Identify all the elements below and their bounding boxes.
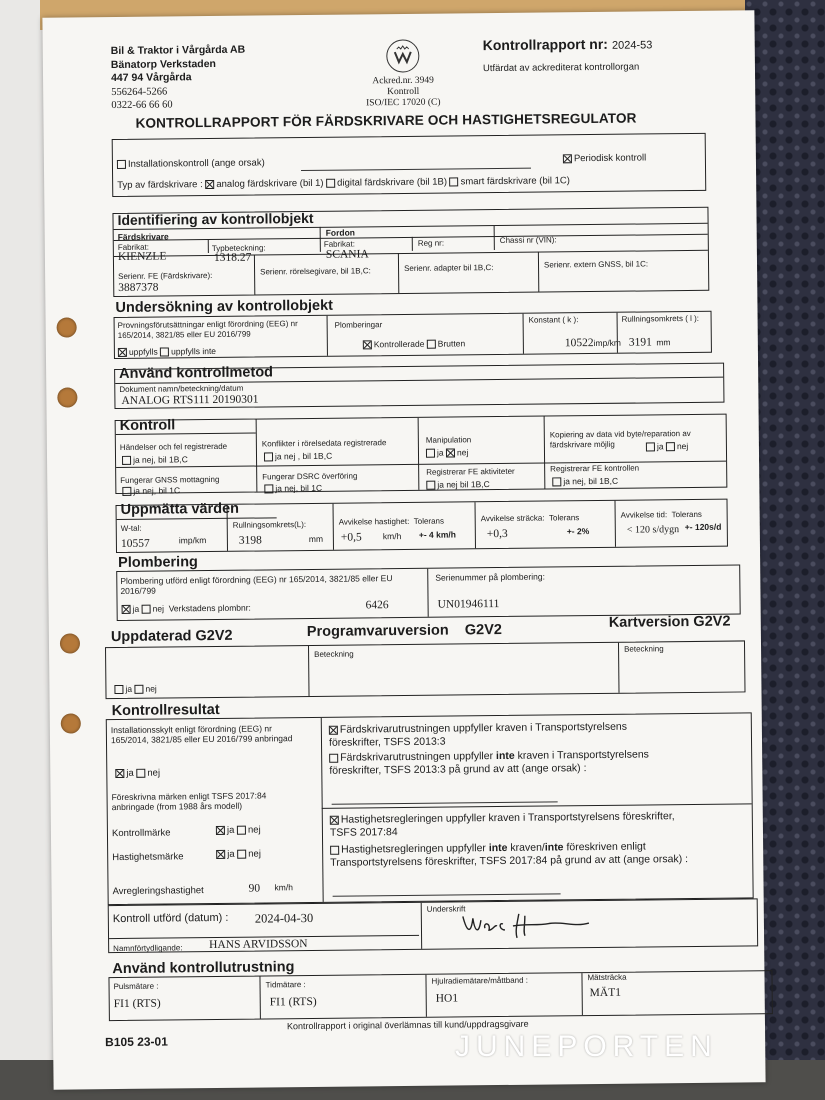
pulse-meter-value: FI1 (RTS): [113, 997, 161, 1011]
speed-mark-options: [216, 849, 261, 860]
control-item-label: Registrerar FE kontrollen: [550, 463, 640, 474]
install-label: Installationskontroll (ange orsak): [127, 157, 265, 170]
vehicle-make-value: SCANIA: [325, 248, 369, 261]
checkbox-icon[interactable]: [122, 456, 131, 465]
result-text: Färdskrivarutrustningen uppfyller: [340, 750, 494, 764]
seal-box: [116, 564, 740, 621]
l-label: Rullningsomkrets(L):: [232, 520, 307, 530]
checkbox-checked-icon[interactable]: [563, 154, 572, 163]
speed-tolerance-label: Tolerans: [413, 516, 445, 526]
install-sign-options: [115, 768, 160, 779]
control-options-text: ja nej , bil 1B,C: [274, 450, 333, 462]
ja-label: ja: [227, 848, 235, 860]
pulse-meter-label: Pulsmätare :: [113, 981, 159, 992]
checkbox-checked-icon[interactable]: [216, 826, 225, 835]
ja-label: ja: [656, 441, 664, 452]
periodic-label: Periodisk kontroll: [573, 152, 647, 165]
updated-options: [114, 684, 156, 695]
time-meter-label: Tidmätare :: [265, 980, 306, 990]
w-value: 10557: [120, 537, 150, 550]
report-sheet: [42, 10, 765, 1089]
deregulation-unit: km/h: [274, 882, 293, 893]
distance-tolerance-label: Tolerans: [548, 513, 580, 523]
seal-serial-label: Serienummer på plombering:: [435, 571, 545, 583]
omkrets-label: Rullningsomkrets ( l ):: [621, 313, 699, 324]
page-title: KONTROLLRAPPORT FÖR FÄRDSKRIVARE OCH HASTIGHETSREGULATOR: [135, 110, 637, 131]
control-item-label: Fungerar GNSS mottagning: [120, 474, 220, 485]
periodic-check[interactable]: [563, 152, 646, 164]
serial-fe-label: Serienr. FE (Färdskrivare):: [118, 270, 213, 281]
seal-text: Plombering utförd enligt förordning (EEG) nr 165/2014, 3821/85 eller EU 2016/799: [120, 573, 393, 596]
konstant-unit: imp/km: [593, 337, 622, 349]
result-row-2: [329, 748, 649, 777]
punch-hole: [57, 387, 77, 407]
designation-label: Beteckning: [624, 644, 664, 654]
marks-text: Föreskrivna märken enligt TSFS 2017:84 anbringade (from 1988 års modell): [111, 790, 267, 813]
section-title: Uppmätta värden: [120, 500, 240, 518]
equipment-box: [108, 970, 772, 1021]
section-title: Kartversion G2V2: [608, 613, 731, 631]
report-number-block: [483, 35, 653, 74]
l-value: 3198: [238, 534, 262, 547]
nej-label: nej: [152, 603, 164, 614]
result-row-3: [330, 810, 675, 840]
time-tolerance: +- 120s/d: [684, 521, 722, 533]
wheel-meter-label: Hjulradiemätare/måttband :: [431, 975, 529, 986]
control-item-label: Kopiering av data vid byte/reparation av färdskrivare möjlig: [549, 428, 691, 449]
signature-box: [108, 898, 758, 953]
seal-label: Plomberingar: [334, 320, 383, 330]
serial-gnss-label: Serienr. extern GNSS, bil 1C:: [543, 259, 649, 270]
vehicle-make-label: Fabrikat:: [323, 239, 355, 249]
checkbox-icon[interactable]: [326, 179, 335, 188]
checkbox-checked-icon[interactable]: [446, 449, 455, 458]
result-text: Hastighetsregleringen uppfyller: [341, 842, 486, 856]
control-item-label: Manipulation: [425, 435, 472, 445]
name-label: Namnförtydligande:: [113, 943, 183, 954]
tachograph-label: Färdskrivare: [117, 231, 169, 242]
reason-line: [333, 893, 561, 896]
distance-value: +0,3: [486, 527, 508, 541]
examination-box: [114, 311, 712, 359]
nej-label: nej: [456, 447, 469, 458]
watermark-logo: JUNEPORTEN: [455, 1030, 718, 1063]
time-meter-value: FI1 (RTS): [269, 995, 317, 1009]
section-title: Uppdaterad G2V2: [110, 627, 233, 646]
nej-label: nej: [145, 683, 157, 694]
checkbox-icon[interactable]: [122, 487, 131, 496]
checkbox-icon[interactable]: [160, 348, 169, 357]
checkbox-icon[interactable]: [264, 485, 273, 494]
speed-header: [339, 517, 444, 528]
control-item-options: [426, 447, 468, 458]
ja-label: ja: [226, 824, 235, 836]
seal-serial-value: UN01946111: [437, 598, 500, 611]
time-header: [621, 510, 702, 520]
smart-label: smart färdskrivare (bil 1C): [460, 175, 570, 188]
reason-line: [332, 801, 558, 804]
control-options-text: ja nej, bil 1C: [133, 485, 181, 496]
section-title: Kontroll: [119, 417, 176, 434]
result-text-emphasis: inte: [495, 749, 515, 763]
checkbox-checked-icon[interactable]: [122, 605, 131, 614]
ident-box: [112, 207, 709, 297]
punch-hole: [57, 317, 77, 337]
section-title: [307, 622, 502, 640]
nej-label: nej: [147, 767, 161, 779]
checkbox-checked-icon[interactable]: [205, 180, 214, 189]
serial-adapter-label: Serienr. adapter bil 1B,C:: [404, 263, 494, 273]
checkbox-icon[interactable]: [142, 605, 151, 614]
w-label: W-tal:: [120, 523, 142, 533]
result-row-1: [329, 721, 627, 750]
requirement-options: [118, 346, 216, 357]
type-label: Typ av färdskrivare :: [117, 179, 203, 191]
type-box: [112, 133, 707, 197]
result-text-emphasis: inte: [544, 841, 564, 854]
checkbox-checked-icon[interactable]: [330, 815, 339, 824]
konstant-field: [565, 333, 621, 352]
digital-label: digital färdskrivare (bil 1B): [337, 176, 448, 189]
punch-hole: [60, 633, 80, 653]
analog-label: analog färdskrivare (bil 1): [216, 177, 324, 190]
section-title: Kontrollresultat: [111, 701, 220, 720]
konstant-value: 10522: [564, 337, 594, 350]
checkbox-checked-icon[interactable]: [118, 348, 127, 357]
result-text: Hastighetsregleringen uppfyller kraven i Transportstyrelsens föreskrifter,: [340, 810, 675, 826]
result-text: föreskrifter, TSFS 2013:3 på grund av att (ange orsak) :: [329, 762, 587, 777]
type-row: [117, 175, 570, 191]
control-options-text: ja nej bil 1B,C: [437, 479, 490, 490]
seal-options: [363, 338, 465, 349]
speed-mark-label: Hastighetsmärke: [112, 851, 184, 864]
result-text: kraven/: [510, 841, 545, 854]
checkbox-checked-icon[interactable]: [329, 725, 338, 734]
serial-motion-label: Serienr. rörelsegivare, bil 1B,C:: [260, 266, 371, 277]
ja-label: ja: [125, 683, 133, 694]
install-reason-line: [301, 168, 531, 171]
brutten-label: Brutten: [437, 338, 466, 349]
control-box: [115, 414, 728, 494]
checkbox-icon[interactable]: [330, 845, 339, 854]
fabrikat-value: KIENZLE: [117, 250, 167, 263]
checkbox-icon[interactable]: [117, 160, 126, 169]
checkbox-icon[interactable]: [264, 453, 273, 462]
control-item-options: [426, 479, 490, 490]
speed-value: +0,5: [340, 531, 362, 544]
typ-label: Typbeteckning:: [211, 243, 266, 253]
checkbox-icon[interactable]: [552, 478, 561, 487]
date-label: Kontroll utförd (datum) :: [112, 911, 229, 926]
form-code: B105 23-01: [105, 1034, 168, 1050]
reg-label: Reg nr:: [417, 238, 445, 248]
company-phone: 0322-66 66 60: [111, 99, 173, 112]
section-title: Plombering: [118, 554, 198, 571]
wheel-meter-value: HO1: [435, 992, 459, 1005]
company-line: 556264-5266: [111, 85, 168, 98]
report-number: 2024-53: [611, 39, 653, 52]
speed-label: Avvikelse hastighet:: [338, 516, 410, 527]
ja-label: ja: [436, 447, 444, 458]
ja-label: ja: [126, 767, 134, 779]
signature-image: [459, 909, 599, 940]
control-options-text: ja nej, bil 1B,C: [563, 475, 619, 487]
date-value: 2024-04-30: [254, 910, 314, 926]
checkbox-icon[interactable]: [450, 177, 459, 186]
checkbox-checked-icon[interactable]: [363, 341, 372, 350]
result-text-emphasis: inte: [488, 841, 508, 855]
chassi-label: Chassi nr (VIN):: [499, 235, 557, 245]
install-sign-text: Installationsskylt enligt förordning (EEG) nr 165/2014, 3821/85 eller EU 2016/799 anbringad: [110, 723, 293, 746]
time-label: Avvikelse tid:: [620, 510, 668, 520]
control-options-text: ja nej, bil 1B,C: [132, 454, 188, 465]
uppfylls-inte-label: uppfylls inte: [171, 345, 217, 357]
result-text: föreskrifter, TSFS 2013:3: [328, 735, 446, 749]
program-version-title: Programvaruversion: [306, 622, 449, 641]
result-text: kraven i Transportstyrelsens: [517, 748, 649, 762]
ackred-iso: ISO/IEC 17020 (C): [366, 97, 441, 109]
vehicle-label: Fordon: [325, 227, 356, 238]
control-item-label: Registrerar FE aktiviteter: [426, 466, 515, 477]
fabrikat-label: Fabrikat:: [117, 242, 149, 252]
kontrollerade-label: Kontrollerade: [373, 338, 425, 350]
updated-box: [105, 640, 746, 699]
measured-box: [116, 499, 728, 553]
control-item-label: Fungerar DSRC överföring: [262, 471, 358, 482]
checkbox-icon[interactable]: [134, 685, 143, 694]
seal-options: [122, 603, 251, 615]
control-mark-options: [216, 825, 261, 836]
checkbox-icon[interactable]: [646, 443, 655, 452]
method-doc-label: Dokument namn/beteckning/datum: [119, 383, 244, 394]
control-item-label: Konflikter i rörelsedata registrerade: [261, 438, 387, 449]
distance-tolerance: +- 2%: [566, 526, 590, 537]
w-unit: imp/km: [178, 535, 207, 546]
speed-unit: km/h: [382, 531, 402, 542]
checkbox-icon[interactable]: [237, 850, 246, 859]
checkbox-icon[interactable]: [666, 442, 675, 451]
omkrets-field: [629, 332, 671, 350]
result-text: Transportstyrelsens föreskrifter, TSFS 2017:84 på grund av att (ange orsak) :: [330, 853, 689, 869]
requirement-text: Provningsförutsättningar enligt förordning (EEG) nr 165/2014, 3821/85 eller EU 2016/799: [117, 319, 298, 340]
typ-value: 1318.27: [213, 251, 252, 264]
checkbox-checked-icon[interactable]: [216, 850, 225, 859]
result-text: TSFS 2017:84: [329, 826, 398, 839]
name-value: HANS ARVIDSSON: [209, 938, 308, 952]
accreditation-block: [343, 37, 464, 109]
result-row-4: [330, 840, 688, 870]
distance-header: [481, 513, 580, 524]
nej-label: nej: [247, 824, 261, 836]
install-check[interactable]: [117, 157, 265, 170]
section-title: Identifiering av kontrollobjekt: [117, 209, 314, 228]
distance-label: Avvikelse sträcka:: [480, 513, 545, 524]
control-item-options: [264, 451, 332, 462]
ackred-number: Ackred.nr. 3949: [372, 75, 434, 87]
omkrets-value: 3191: [628, 336, 652, 349]
checkbox-icon[interactable]: [329, 753, 338, 762]
time-value: < 120 s/dygn: [626, 524, 680, 536]
section-title: Använd kontrollutrustning: [112, 959, 295, 978]
time-tolerance-label: Tolerans: [671, 509, 702, 520]
swedac-seal-icon: [385, 38, 421, 74]
footer-note: Kontrollrapport i original överlämnas till kund/uppdragsgivare: [286, 1018, 529, 1032]
checkbox-icon[interactable]: [427, 340, 436, 349]
deregulation-label: Avregleringshastighet: [112, 885, 204, 898]
ackred-kontroll: Kontroll: [387, 86, 420, 98]
section-title: Undersökning av kontrollobjekt: [115, 297, 334, 317]
signature-label: Underskrift: [426, 904, 466, 914]
control-mark-label: Kontrollmärke: [111, 827, 171, 840]
checkbox-icon[interactable]: [237, 826, 246, 835]
program-version-value: G2V2: [464, 621, 502, 639]
uppfylls-label: uppfylls: [128, 346, 158, 357]
control-item-options: [646, 441, 688, 452]
speed-tolerance: +- 4 km/h: [418, 529, 456, 540]
company-line: Bänatorp Verkstaden: [110, 57, 217, 71]
checkbox-icon[interactable]: [136, 769, 145, 778]
serial-fe-value: 3887378: [118, 281, 159, 294]
control-item-options: [122, 454, 188, 465]
measure-distance-value: MÄT1: [589, 986, 622, 1000]
nej-label: nej: [248, 848, 261, 860]
measure-distance-label: Mätsträcka: [587, 972, 627, 983]
checkbox-checked-icon[interactable]: [115, 769, 124, 778]
konstant-label: Konstant ( k ):: [528, 315, 579, 325]
ja-label: ja: [132, 603, 140, 614]
seal-number-value: 6426: [365, 599, 389, 612]
checkbox-icon[interactable]: [426, 449, 435, 458]
result-text: Färdskrivarutrustningen uppfyller kraven i Transportstyrelsens: [339, 720, 628, 736]
omkrets-unit: mm: [656, 337, 671, 348]
report-issued: Utfärdat av ackrediterat kontrollorgan: [482, 61, 640, 75]
method-box: [114, 363, 724, 409]
method-doc-value: ANALOG RTS111 20190301: [121, 393, 259, 407]
control-item-options: [264, 483, 322, 494]
company-name: Bil & Traktor i Vårgårda AB: [110, 43, 246, 58]
section-title: Använd kontrollmetod: [119, 364, 274, 382]
report-number-label: Kontrollrapport nr:: [482, 35, 609, 54]
company-address: [111, 44, 246, 113]
result-box: [106, 712, 754, 905]
seal-number-label: Verkstadens plombnr:: [168, 602, 251, 614]
company-line: 447 94 Vårgårda: [110, 71, 192, 85]
control-item-options: [552, 476, 618, 487]
control-item-label: Händelser och fel registrerade: [119, 441, 228, 452]
checkbox-icon[interactable]: [426, 481, 435, 490]
result-text: föreskriven enligt: [566, 840, 646, 854]
punch-hole: [61, 713, 81, 733]
control-item-options: [122, 485, 180, 496]
designation-label: Beteckning: [314, 649, 354, 659]
deregulation-value: 90: [248, 882, 261, 895]
control-options-text: ja nej, bil 1C: [275, 482, 323, 494]
nej-label: nej: [676, 441, 689, 452]
l-unit: mm: [308, 533, 324, 544]
checkbox-icon[interactable]: [114, 685, 123, 694]
